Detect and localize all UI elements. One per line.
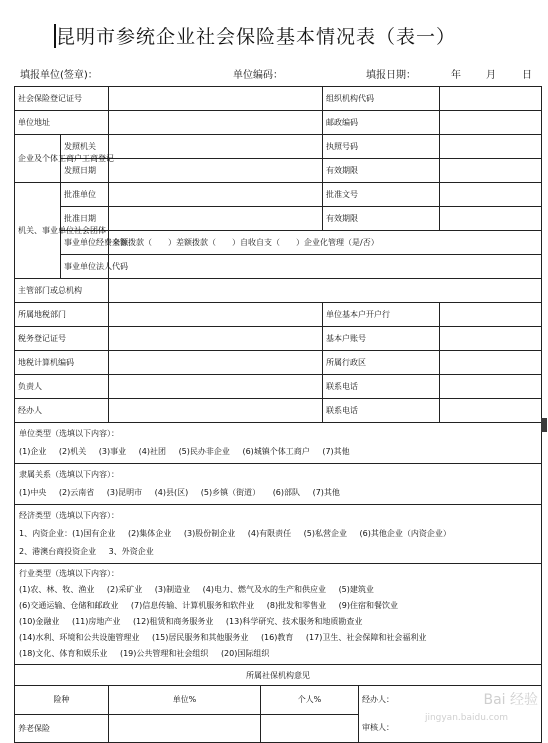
tax-cert-label: 税务登记证号 [15, 327, 109, 351]
handler-sign-label: 经办人： [362, 695, 394, 704]
review-heading: 所属社保机构意见 [15, 665, 542, 686]
phone2-label: 联系电话 [323, 399, 440, 423]
industry-type-line [19, 598, 537, 614]
issue-date-field[interactable] [109, 159, 323, 183]
social-cert-label: 社会保险登记证号 [15, 87, 109, 111]
social-cert-field[interactable] [109, 87, 323, 111]
tax-cert-field[interactable] [109, 327, 323, 351]
industry-option[interactable]: (5)建筑业 [338, 585, 374, 594]
valid-period-label: 有效期限 [323, 159, 440, 183]
handler-label: 经办人 [15, 399, 109, 423]
info-form-table [14, 86, 542, 743]
unit-type-options [19, 443, 537, 461]
economic-type-option[interactable]: (2)集体企业 [127, 529, 172, 538]
industry-option[interactable]: (17)卫生、社会保障和社会福利业 [305, 633, 427, 642]
handler-field[interactable] [109, 399, 323, 423]
computer-code-label: 地税计算机编码 [15, 351, 109, 375]
unit-type-option[interactable]: (4)社团 [138, 447, 167, 456]
valid-period2-field[interactable] [440, 207, 542, 231]
industry-type-line [19, 646, 537, 662]
watermark-logo: Bai 经验 [483, 692, 538, 708]
supervisor-field[interactable] [109, 279, 542, 303]
address-field[interactable] [109, 111, 323, 135]
valid-period2-label: 有效期限 [323, 207, 440, 231]
affiliation-option[interactable]: (1)中央 [19, 488, 47, 497]
approve-unit-label: 批准单位 [61, 183, 109, 207]
org-code-field[interactable] [440, 87, 542, 111]
industry-option[interactable]: (18)文化、体育和娱乐业 [19, 649, 108, 658]
institution-group-label: 机关、事业单位社会团体 [15, 183, 61, 279]
industry-type-heading: 行业类型（选填以下内容）： [19, 569, 119, 578]
valid-period-field[interactable] [440, 159, 542, 183]
economic-type-option[interactable]: 3、外资企业 [108, 547, 154, 556]
economic-type-line [19, 525, 537, 543]
license-no-field[interactable] [440, 135, 542, 159]
industry-option[interactable]: (6)交通运输、仓储和邮政业 [19, 601, 119, 610]
date-label: 填报日期： [366, 70, 416, 81]
unit-pct-header: 单位% [109, 686, 261, 715]
page-title: 昆明市参统企业社会保险基本情况表（表一） [56, 26, 457, 48]
year-label: 年 [451, 70, 461, 81]
code-label: 单位编码： [233, 70, 283, 81]
principal-label: 负责人 [15, 375, 109, 399]
industry-type-line [19, 582, 537, 598]
unit-type-option[interactable]: (2)机关 [58, 447, 87, 456]
local-tax-dept-field[interactable] [109, 303, 323, 327]
industry-option[interactable]: (9)住宿和餐饮业 [338, 601, 399, 610]
industry-option[interactable]: (3)制造业 [154, 585, 191, 594]
approve-unit-field[interactable] [109, 183, 323, 207]
unit-type-option[interactable]: (7)其他 [322, 447, 350, 456]
industry-type-line [19, 614, 537, 630]
affiliation-section [15, 464, 542, 505]
funding-options[interactable]: 全额拨款（ ）差额拨款（ ）自收自支（ ）企业化管理（是/否） [109, 231, 542, 255]
affiliation-option[interactable]: (7)其他 [312, 488, 340, 497]
personal-pct-header: 个人% [261, 686, 359, 715]
month-label: 月 [486, 70, 496, 81]
postcode-label: 邮政编码 [323, 111, 440, 135]
affiliation-option[interactable]: (6)部队 [272, 488, 301, 497]
reviewer-sign-label: 审核人： [362, 723, 394, 732]
unit-type-section [15, 423, 542, 464]
unit-type-heading: 单位类型（选填以下内容）： [19, 429, 119, 438]
industry-option[interactable]: (1)农、林、牧、渔业 [19, 585, 95, 594]
industry-option[interactable]: (13)科学研究、技术服务和地质勘查业 [225, 617, 363, 626]
industry-option[interactable]: (11)房地产业 [71, 617, 121, 626]
phone1-field[interactable] [440, 375, 542, 399]
economic-type-option[interactable]: (6)其他企业（内资企业） [359, 529, 451, 538]
pension-unit-field[interactable] [109, 714, 261, 743]
bank-field[interactable] [440, 303, 542, 327]
industry-option[interactable]: (19)公共管理和社会组织 [119, 649, 209, 658]
economic-type-heading: 经济类型（选填以下内容）： [19, 511, 119, 520]
unit-type-option[interactable]: (6)城镇个体工商户 [242, 447, 310, 456]
unit-type-option[interactable]: (1)企业 [19, 447, 47, 456]
issue-date-label: 发照日期 [61, 159, 109, 183]
bank-label: 单位基本户开户行 [323, 303, 440, 327]
affiliation-option[interactable]: (3)昆明市 [106, 488, 143, 497]
economic-type-option[interactable]: 1、内资企业：(1)国有企业 [19, 529, 116, 538]
industry-option[interactable]: (7)信息传输、计算机服务和软件业 [130, 601, 255, 610]
org-code-label: 组织机构代码 [323, 87, 440, 111]
license-no-label: 执照号码 [323, 135, 440, 159]
funding-source-label: 事业单位经费来源 [61, 231, 109, 255]
economic-type-option[interactable]: (4)有限责任 [247, 529, 292, 538]
legal-rep-label: 事业单位法人代码 [61, 255, 109, 279]
industry-type-section [15, 564, 542, 665]
industry-option[interactable]: (14)水利、环境和公共设施管理业 [19, 633, 140, 642]
scroll-marker[interactable] [541, 418, 547, 432]
local-tax-dept-label: 所属地税部门 [15, 303, 109, 327]
district-field[interactable] [440, 351, 542, 375]
approve-doc-field[interactable] [440, 183, 542, 207]
industry-option[interactable]: (2)采矿业 [106, 585, 143, 594]
district-label: 所属行政区 [323, 351, 440, 375]
risk-col-header: 险种 [15, 686, 109, 715]
industry-option[interactable]: (8)批发和零售业 [266, 601, 327, 610]
address-label: 单位地址 [15, 111, 109, 135]
affiliation-option[interactable]: (2)云南省 [58, 488, 95, 497]
approve-date-field[interactable] [109, 207, 323, 231]
approve-doc-label: 批准文号 [323, 183, 440, 207]
affiliation-heading: 隶属关系（选填以下内容）： [19, 470, 119, 479]
industry-option[interactable]: (12)租赁和商务服务业 [132, 617, 214, 626]
computer-code-field[interactable] [109, 351, 323, 375]
issue-org-label: 发照机关 [61, 135, 109, 159]
pension-personal-field[interactable] [261, 714, 359, 743]
principal-field[interactable] [109, 375, 323, 399]
account-no-label: 基本户账号 [323, 327, 440, 351]
industry-option[interactable]: (15)居民服务和其他服务业 [151, 633, 249, 642]
industry-type-line [19, 630, 537, 646]
industry-option[interactable]: (10)金融业 [19, 617, 60, 626]
approve-date-label: 批准日期 [61, 207, 109, 231]
day-label: 日 [522, 70, 532, 81]
affiliation-options [19, 484, 537, 502]
issue-org-field[interactable] [109, 135, 323, 159]
affiliation-option[interactable]: (4)县(区) [154, 488, 189, 497]
affiliation-option[interactable]: (5)乡镇（街道） [200, 488, 261, 497]
pension-label: 养老保险 [15, 714, 109, 743]
unit-label: 填报单位(签章)： [20, 70, 98, 81]
unit-type-option[interactable]: (5)民办非企业 [178, 447, 230, 456]
phone2-field[interactable] [440, 399, 542, 423]
postcode-field[interactable] [440, 111, 542, 135]
industry-option[interactable]: (20)国际组织 [220, 649, 270, 658]
industry-option[interactable]: (16)教育 [260, 633, 294, 642]
unit-type-option[interactable]: (3)事业 [98, 447, 127, 456]
economic-type-option[interactable]: (3)股份制企业 [183, 529, 236, 538]
supervisor-label: 主管部门或总机构 [15, 279, 109, 303]
economic-type-option[interactable]: (5)私营企业 [303, 529, 347, 538]
watermark-url: jingyan.baidu.com [424, 713, 508, 723]
account-no-field[interactable] [440, 327, 542, 351]
economic-type-line [19, 543, 537, 561]
economic-type-option[interactable]: 2、港澳台商投资企业 [19, 547, 97, 556]
industry-option[interactable]: (4)电力、燃气及水的生产和供应业 [202, 585, 327, 594]
enterprise-group-label: 企业及个体工商户工商登记 [15, 135, 61, 183]
phone1-label: 联系电话 [323, 375, 440, 399]
economic-type-section [15, 505, 542, 564]
legal-rep-field[interactable] [109, 255, 542, 279]
